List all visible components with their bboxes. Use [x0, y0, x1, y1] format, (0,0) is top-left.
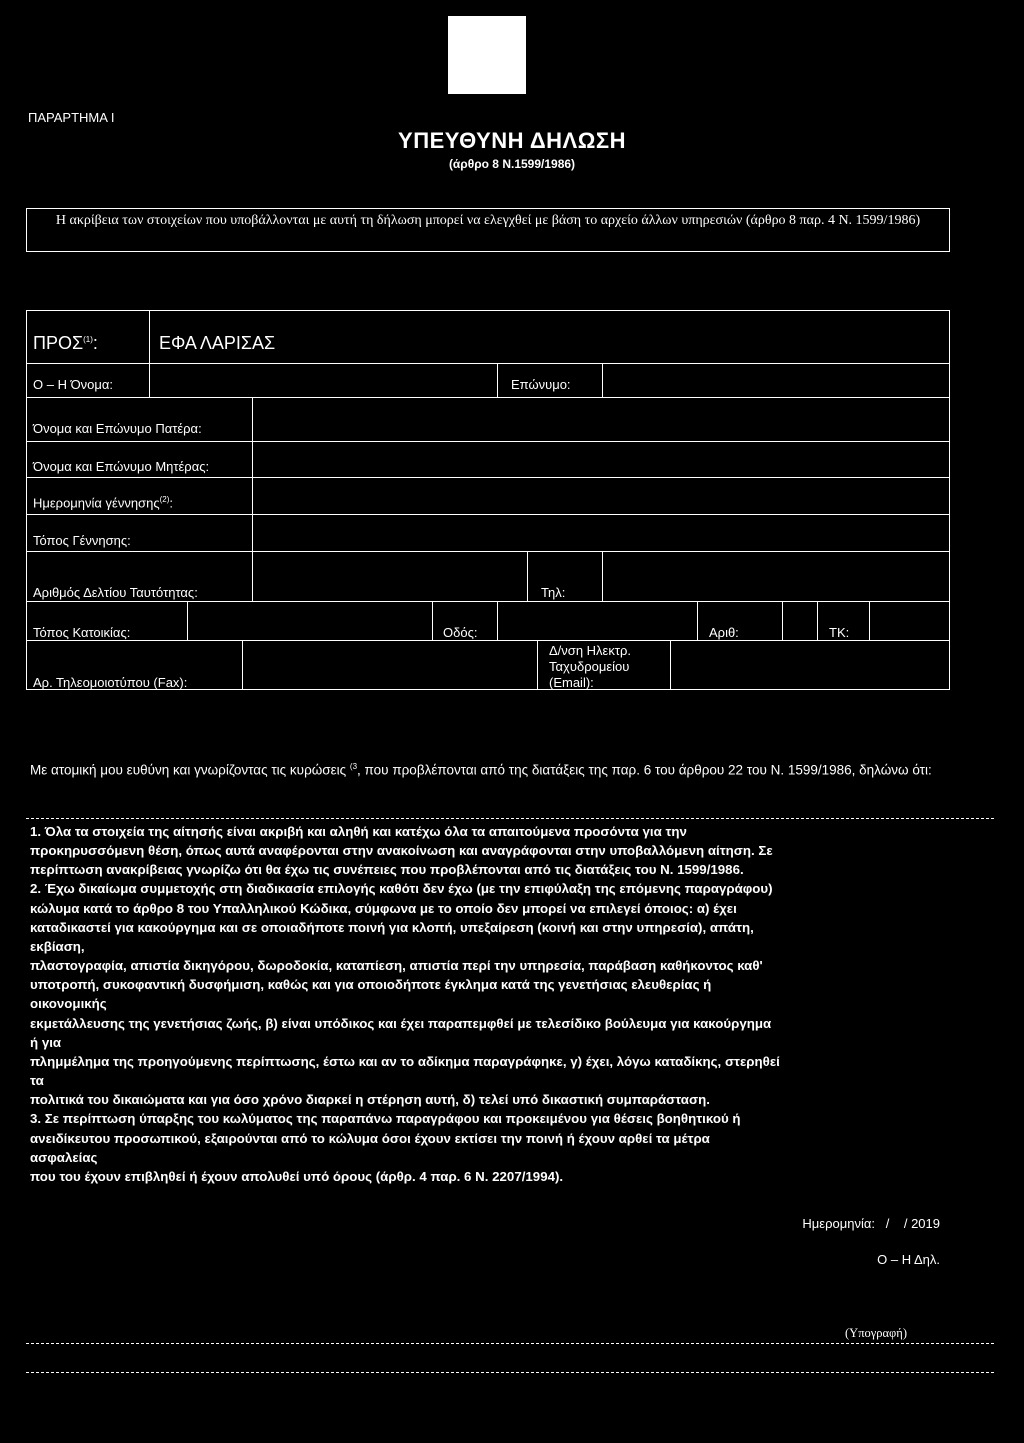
signature-label: (Υπογραφή) — [845, 1326, 907, 1340]
column-divider — [602, 363, 603, 398]
fax-label: Αρ. Τηλεομοιοτύπου (Fax): — [33, 675, 188, 690]
declaration-line: ανειδίκευτου προσωπικού, εξαιρούνται από το κώλυμα όσοι έχουν εκτίσει την ποινή ή έχουν αρθεί τα μέτρα — [30, 1130, 710, 1146]
annex-label: ΠΑΡΑΡΤΗΜΑ Ι — [28, 110, 115, 125]
row-divider — [27, 514, 949, 515]
declaration-line: περίπτωση ανακρίβειας γνωρίζω ότι θα έχω τις συνέπειες που προβλέπονται από τις διατάξεις του Ν. 1599/1986. — [30, 862, 744, 878]
declaration-line: καταδικαστεί για κακούργημα και σε οποιαδήποτε ποινή για κλοπή, υπεξαίρεση (κοινή και στην υπηρεσία), απάτη, — [30, 919, 754, 935]
declarant-label: Ο – Η Δηλ. — [877, 1252, 940, 1267]
declaration-line: πλημμέλημα της προηγούμενης περίπτωσης, έστω και αν το αδίκημα παραγράφηκε, γ) έχει, λόγω καταδίκης, στερηθεί — [30, 1053, 780, 1069]
declaration-line: πλαστογραφία, απιστία δικηγόρου, δωροδοκία, καταπίεση, απιστία περί την υπηρεσία, παράβαση καθήκοντος καθ' — [30, 958, 763, 974]
date-label: Ημερομηνία: / / 2019 — [802, 1216, 940, 1231]
email-field[interactable] — [672, 642, 948, 689]
birthplace-field[interactable] — [254, 516, 948, 550]
column-divider — [527, 551, 528, 602]
column-divider — [817, 601, 818, 641]
id-card-field[interactable] — [254, 553, 525, 600]
birthplace-label: Τόπος Γέννησης: — [33, 533, 131, 548]
declaration-line: ασφαλείας — [30, 1149, 98, 1165]
street-number-label: Αριθ: — [709, 625, 739, 640]
mother-name-field[interactable] — [254, 443, 948, 476]
declaration-line: 1. Όλα τα στοιχεία της αίτησής είναι ακριβή και αληθή και κατέχω όλα τα απαιτούμενα προσόντα για την — [30, 824, 687, 839]
accuracy-notice: Η ακρίβεια των στοιχείων που υποβάλλονται με αυτή τη δήλωση μπορεί να ελεγχθεί με βάση το αρχείο άλλων υπηρεσιών (άρθρο 8 παρ. 4 Ν. 1599/1986) — [26, 208, 950, 252]
postcode-field[interactable] — [871, 603, 948, 639]
street-label: Οδός: — [443, 625, 478, 640]
column-divider — [187, 601, 188, 641]
fax-field[interactable] — [244, 642, 535, 689]
column-divider — [149, 311, 150, 364]
column-divider — [149, 363, 150, 398]
birthdate-field[interactable] — [254, 479, 948, 513]
row-divider — [27, 477, 949, 478]
page-subtitle: (άρθρο 8 Ν.1599/1986) — [448, 157, 576, 171]
declaration-line: 3. Σε περίπτωση ύπαρξης του κωλύματος της παραπάνω παραγράφου και προκειμένου για θέσεις βοηθητικού ή — [30, 1111, 741, 1127]
email-label: Δ/νση Ηλεκτρ. Ταχυδρομείου (Email): — [549, 643, 631, 690]
postcode-label: ΤΚ: — [829, 625, 850, 640]
row-divider — [27, 441, 949, 442]
surname-field[interactable] — [604, 365, 948, 396]
phone-label: Τηλ: — [541, 585, 566, 600]
column-divider — [782, 601, 783, 641]
declaration-line: οικονομικής — [30, 996, 107, 1012]
id-card-label: Αριθμός Δελτίου Ταυτότητας: — [33, 585, 198, 600]
declaration-line: υποτροπή, συκοφαντική δυσφήμιση, καθώς και για οποιοδήποτε έγκλημα κατά της γενετήσιας ελευθερίας ή — [30, 977, 712, 993]
first-name-label: Ο – Η Όνομα: — [33, 377, 113, 392]
column-divider — [697, 601, 698, 641]
column-divider — [432, 601, 433, 641]
declaration-line: που του έχουν επιβληθεί ή έχουν απολυθεί υπό όρους (άρθρ. 4 παρ. 6 Ν. 2207/1994). — [30, 1168, 564, 1184]
row-divider — [27, 601, 949, 602]
row-divider — [27, 640, 949, 641]
page-title: ΥΠΕΥΘΥΝΗ ΔΗΛΩΣΗ — [398, 128, 626, 153]
column-divider — [602, 551, 603, 602]
surname-label: Επώνυμο: — [511, 377, 571, 392]
dashed-separator — [26, 1372, 994, 1373]
column-divider — [869, 601, 870, 641]
column-divider — [670, 640, 671, 690]
row-divider — [27, 551, 949, 552]
row-divider — [27, 363, 949, 364]
first-name-field[interactable] — [151, 365, 495, 396]
column-divider — [252, 551, 253, 602]
declaration-line: ή για — [30, 1034, 62, 1050]
to-label: ΠΡΟΣ$^{(1)}$: — [33, 333, 98, 353]
street-field[interactable] — [499, 603, 695, 639]
declaration-line: τα — [30, 1073, 44, 1089]
declaration-line: κώλυμα κατά το άρθρο 8 του Υπαλληλικού Κώδικα, σύμφωνα με το οποίο δεν μπορεί να επιλεγεί όποιος: α) έχει — [30, 900, 737, 916]
declaration-line: προκηρυσσόμενη θέση, όπως αυτά αναφέρονται στην ανακοίνωση και αναγράφονται στην υποβαλλόμενη αίτηση. Σε — [30, 843, 773, 859]
declaration-line: πολιτικά του δικαιώματα και για όσο χρόνο διαρκεί η στέρηση αυτή, δ) τελεί υπό δικαστική συμπαράσταση. — [30, 1092, 710, 1108]
street-number-field[interactable] — [784, 603, 815, 639]
row-divider — [27, 397, 949, 398]
declaration-line: εκβίαση, — [30, 938, 85, 954]
column-divider — [497, 363, 498, 398]
father-name-field[interactable] — [254, 399, 948, 440]
father-name-label: Όνομα και Επώνυμο Πατέρα: — [33, 421, 202, 436]
phone-field[interactable] — [604, 553, 948, 600]
declaration-body — [30, 822, 990, 1186]
column-divider — [497, 601, 498, 641]
declaration-intro: Με ατομική μου ευθύνη και γνωρίζοντας τις κυρώσεις $^{(3}$, που προβλέπονται από της διατάξεις της παρ. 6 του άρθρου 22 του Ν. 1599/1986, δηλώνω ότι: — [30, 762, 932, 778]
birthdate-label: Ημερομηνία γέννησης$^{(2)}$: — [33, 495, 173, 511]
dashed-separator — [26, 818, 994, 819]
emblem-logo — [448, 16, 526, 94]
residence-field[interactable] — [189, 603, 430, 639]
column-divider — [252, 397, 253, 552]
column-divider — [537, 640, 538, 690]
declaration-line: εκμετάλλευσης της γενετήσιας ζωής, β) είναι υπόδικος και έχει παραπεμφθεί με τελεσίδικο βούλευμα για κακούργημα — [30, 1015, 772, 1031]
to-value: ΕΦΑ ΛΑΡΙΣΑΣ — [159, 333, 276, 353]
personal-details-form — [26, 310, 950, 690]
signature-line — [26, 1343, 994, 1344]
residence-label: Τόπος Κατοικίας: — [33, 625, 131, 640]
mother-name-label: Όνομα και Επώνυμο Μητέρας: — [33, 459, 210, 474]
column-divider — [242, 640, 243, 690]
declaration-line: 2. Έχω δικαίωμα συμμετοχής στη διαδικασία επιλογής καθότι δεν έχω (με την επιφύλαξη της επόμενης παραγράφου) — [30, 881, 773, 897]
